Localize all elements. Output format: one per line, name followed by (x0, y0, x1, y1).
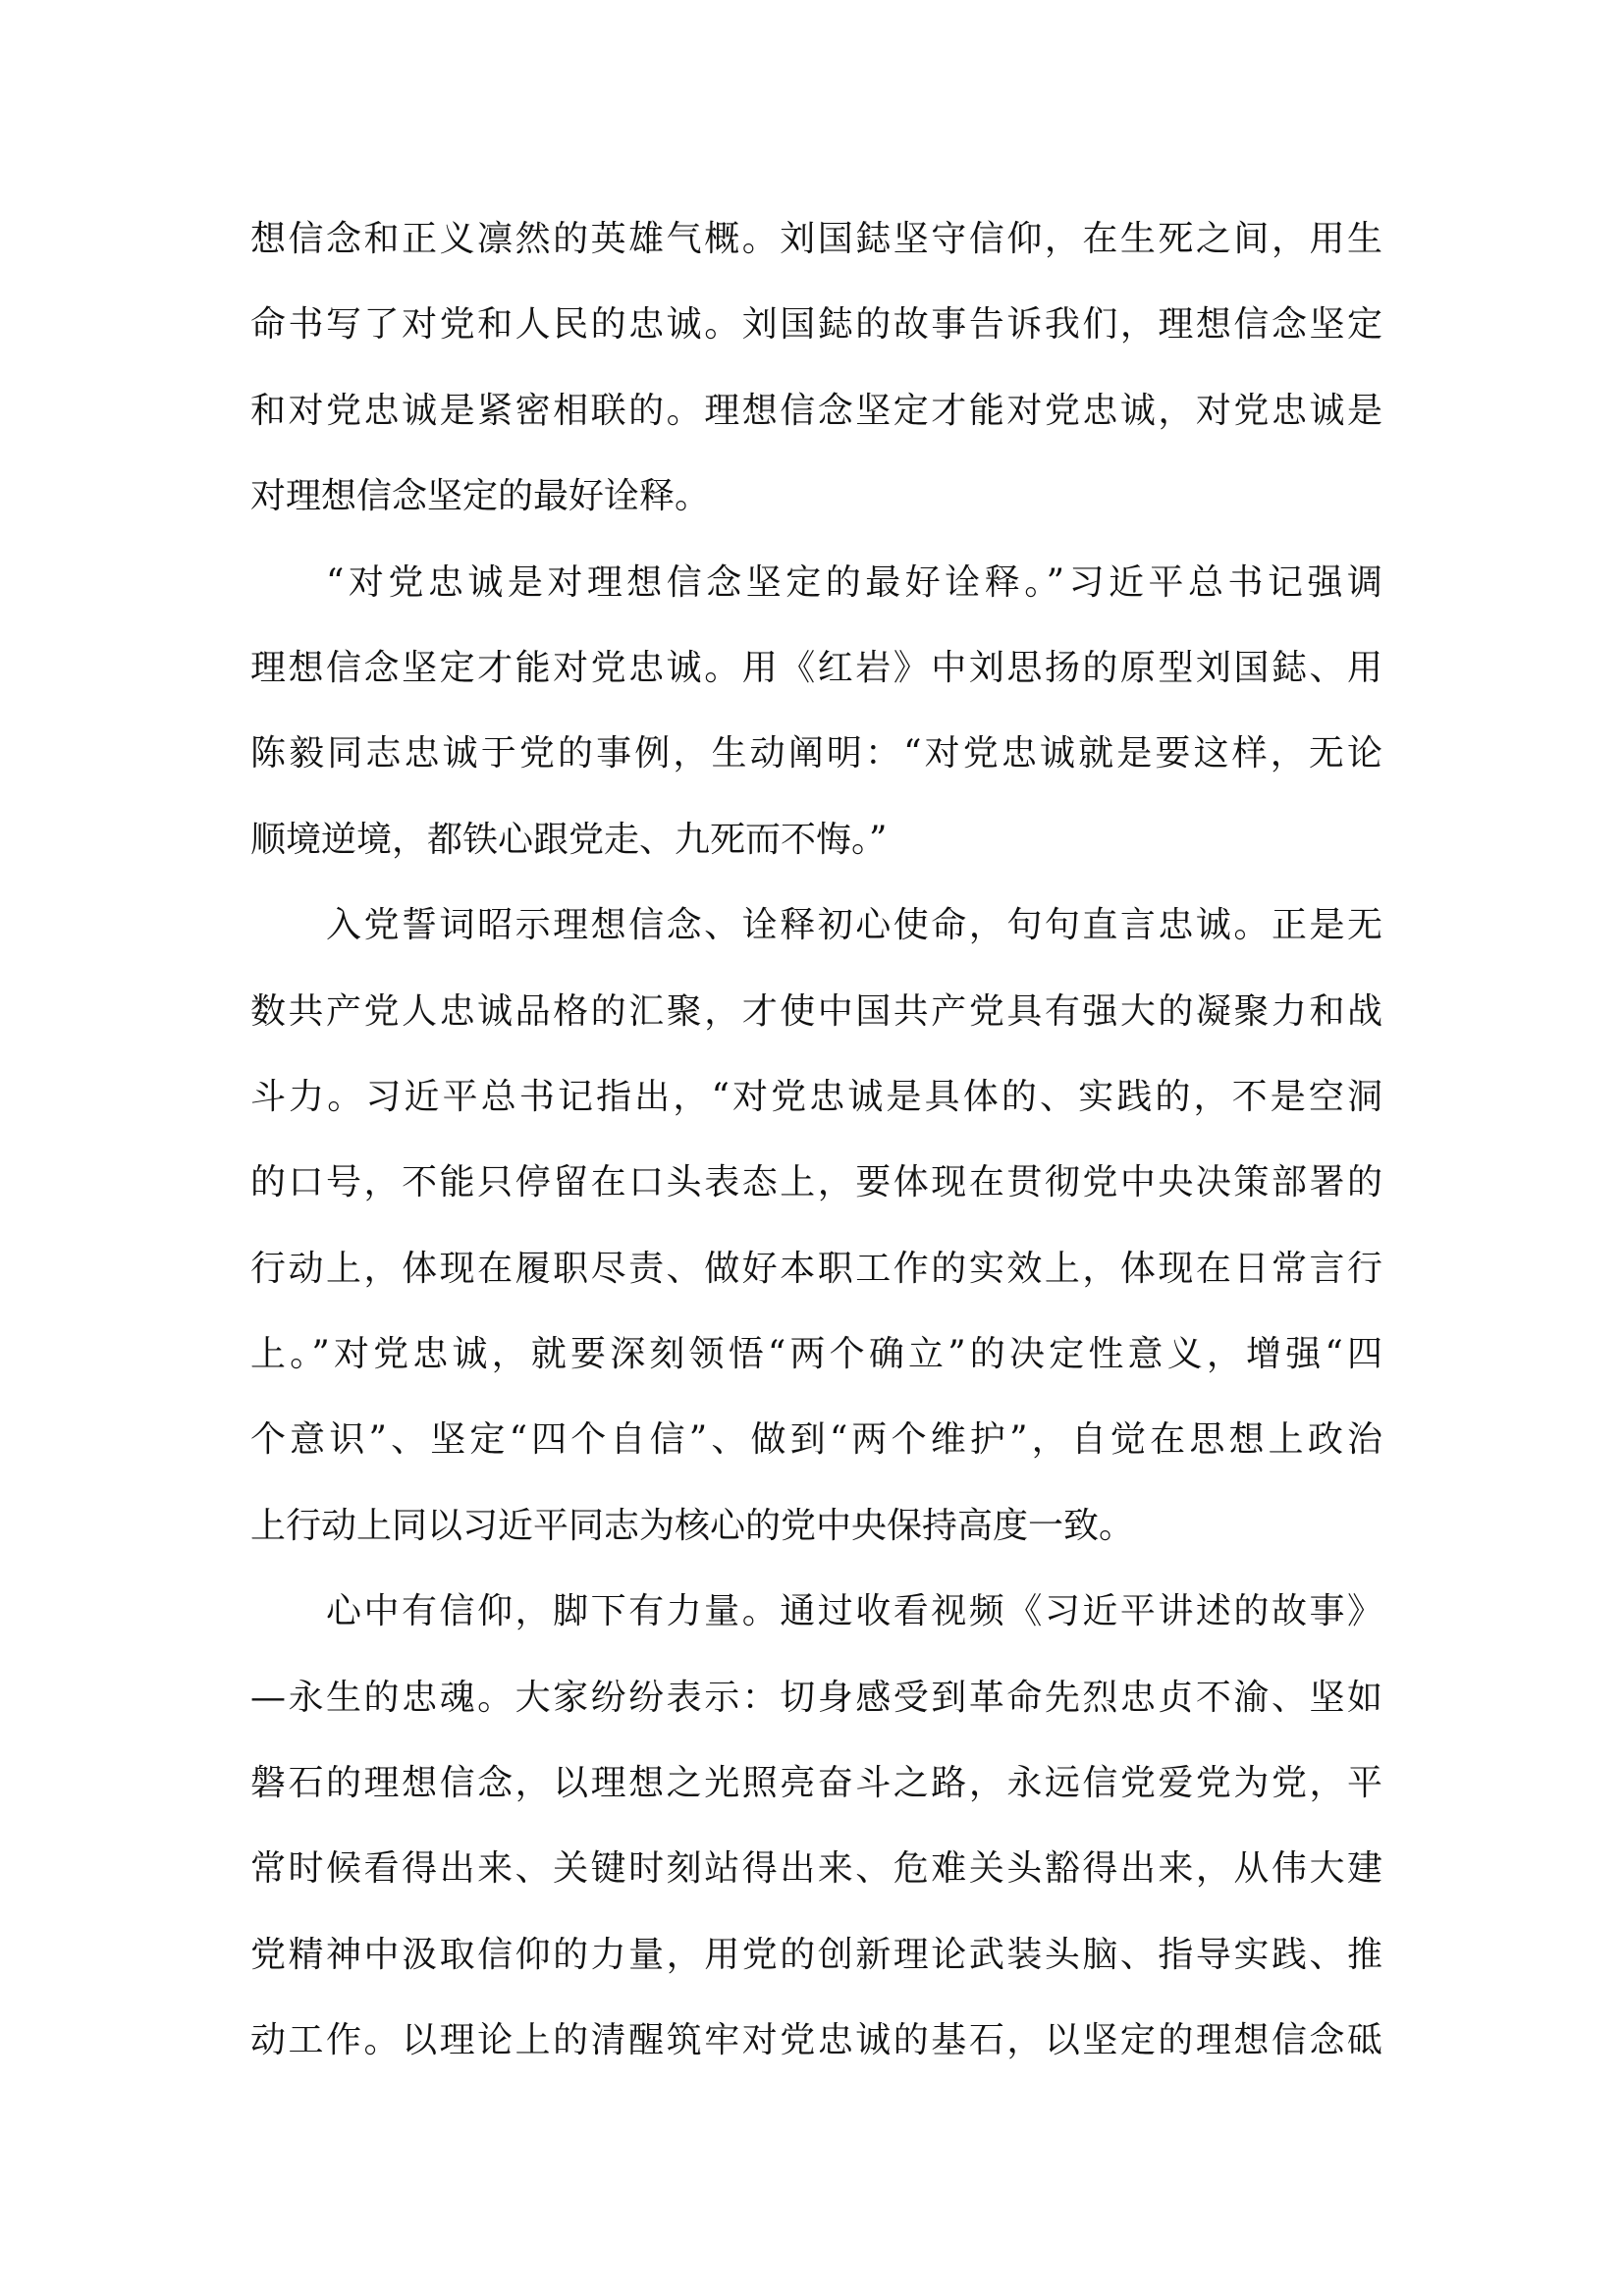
paragraph-line: 行动上，体现在履职尽责、做好本职工作的实效上，体现在日常言行 (250, 1248, 1382, 1289)
paragraph-line: 对理想信念坚定的最好诠释。 (250, 476, 711, 517)
paragraph-line: 理想信念坚定才能对党忠诚。用《红岩》中刘思扬的原型刘国鋕、用 (250, 647, 1382, 688)
paragraph-line: 陈毅同志忠诚于党的事例，生动阐明：“对党忠诚就是要这样，无论 (250, 733, 1382, 774)
paragraph-line: 心中有信仰，脚下有力量。通过收看视频《习近平讲述的故事》 (326, 1591, 1382, 1632)
paragraph-line: 的口号，不能只停留在口头表态上，要体现在贯彻党中央决策部署的 (250, 1162, 1382, 1203)
paragraph-line: 入党誓词昭示理想信念、诠释初心使命，句句直言忠诚。正是无 (326, 905, 1382, 946)
paragraph-line: 动工作。以理论上的清醒筑牢对党忠诚的基石，以坚定的理想信念砥 (250, 2020, 1382, 2061)
paragraph-line: 顺境逆境，都铁心跟党走、九死而不悔。” (250, 819, 888, 860)
paragraph-line: 斗力。习近平总书记指出，“对党忠诚是具体的、实践的，不是空洞 (250, 1076, 1382, 1117)
document-body (250, 196, 1382, 2084)
paragraph-line: 上行动上同以习近平同志为核心的党中央保持高度一致。 (250, 1505, 1135, 1546)
paragraph-line: 数共产党人忠诚品格的汇聚，才使中国共产党具有强大的凝聚力和战 (250, 990, 1382, 1032)
paragraph-line: 想信念和正义凛然的英雄气概。刘国鋕坚守信仰，在生死之间，用生 (250, 219, 1382, 259)
paragraph-line: 个意识”、坚定“四个自信”、做到“两个维护”，自觉在思想上政治 (250, 1419, 1382, 1461)
paragraph-line: 命书写了对党和人民的忠诚。刘国鋕的故事告诉我们，理想信念坚定 (250, 304, 1382, 346)
paragraph-line: —永生的忠魂。大家纷纷表示：切身感受到革命先烈忠贞不渝、坚如 (250, 1677, 1382, 1718)
paragraph-2 (250, 540, 1382, 883)
paragraph-line: 和对党忠诚是紧密相联的。理想信念坚定才能对党忠诚，对党忠诚是 (250, 390, 1382, 431)
paragraph-line: 党精神中汲取信仰的力量，用党的创新理论武装头脑、指导实践、推 (250, 1934, 1382, 1975)
paragraph-line: 磐石的理想信念，以理想之光照亮奋斗之路，永远信党爱党为党，平 (250, 1763, 1382, 1804)
paragraph-line: “对党忠诚是对理想信念坚定的最好诠释。”习近平总书记强调 (326, 561, 1382, 603)
paragraph-line: 常时候看得出来、关键时刻站得出来、危难关头豁得出来，从伟大建 (250, 1848, 1382, 1890)
paragraph-line: 上。”对党忠诚，就要深刻领悟“两个确立”的决定性意义，增强“四 (250, 1334, 1382, 1375)
paragraph-4 (250, 1569, 1382, 2083)
paragraph-3 (250, 882, 1382, 1569)
paragraph-1 (250, 196, 1382, 540)
